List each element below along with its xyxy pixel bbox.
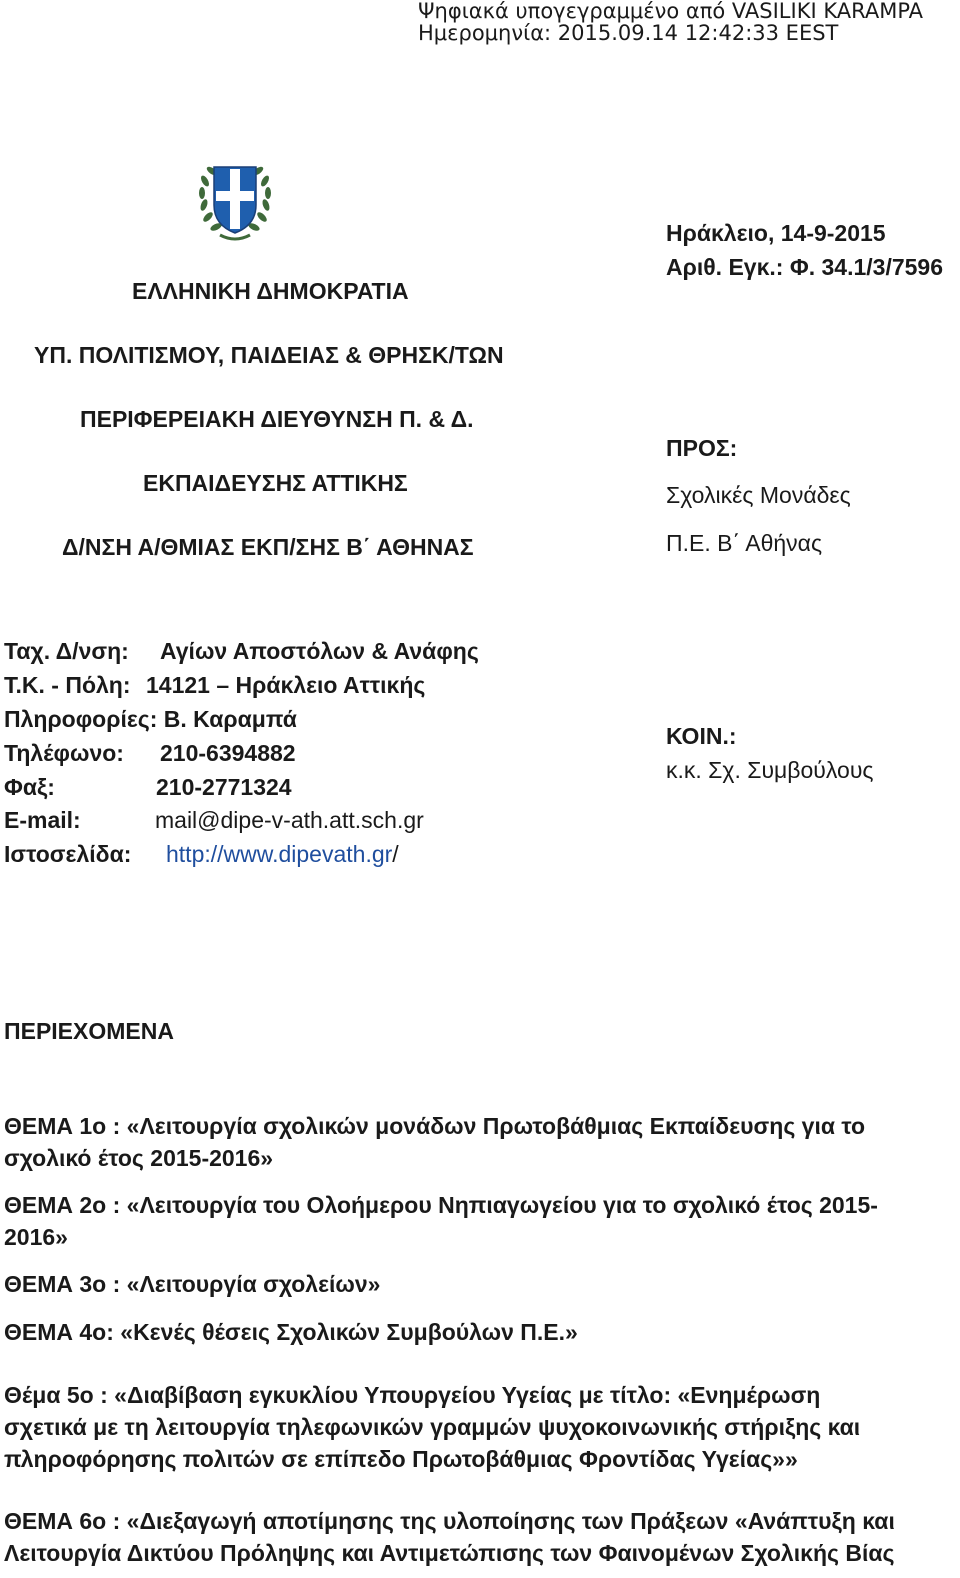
email-label: E-mail: [4,807,81,833]
website-suffix: / [392,841,399,867]
city-value: 14121 – Ηράκλειο Αττικής [146,672,426,698]
place-date: Ηράκλειο, 14-9-2015 [666,220,886,246]
contents-heading: ΠΕΡΙΕΧΟΜΕΝΑ [4,1018,174,1044]
cc-label: ΚΟΙΝ.: [666,723,737,749]
sender-directorate: Δ/ΝΣΗ Α/ΘΜΙΑΣ ΕΚΠ/ΣΗΣ Β΄ ΑΘΗΝΑΣ [62,534,474,560]
to-label: ΠΡΟΣ: [666,435,738,461]
address-value: Αγίων Αποστόλων & Ανάφης [160,638,479,664]
topic-3: ΘΕΜΑ 3ο : «Λειτουργία σχολείων» [4,1271,381,1297]
topic-6: ΘΕΜΑ 6ο : «Διεξαγωγή αποτίμησης της υλοποίησης των Πράξεων «Ανάπτυξη και Λειτουργία Δικτύου Πρόληψης και Αντιμετώπισης των Φαινομένων Σχολικής Βίας [4,1508,895,1566]
topic-1: ΘΕΜΑ 1ο : «Λειτουργία σχολικών μονάδων Πρωτοβάθμιας Εκπαίδευσης για το σχολικό έτος 2015-2016» [4,1113,866,1171]
protocol-number: Αριθ. Εγκ.: Φ. 34.1/3/7596 [666,254,943,280]
to-recipient-2: Π.Ε. Β΄ Αθήνας [666,530,823,556]
city-label: Τ.Κ. - Πόλη: [4,672,131,698]
sender-ministry: ΥΠ. ΠΟΛΙΤΙΣΜΟΥ, ΠΑΙΔΕΙΑΣ & ΘΡΗΣΚ/ΤΩΝ [34,342,504,368]
website-link[interactable]: http://www.dipevath.gr [166,841,393,867]
phone-value: 210-6394882 [160,740,296,766]
fax-value: 210-2771324 [156,774,292,800]
website-label: Ιστοσελίδα: [4,841,132,867]
email-value: mail@dipe-v-ath.att.sch.gr [155,807,424,833]
sender-region-1: ΠΕΡΙΦΕΡΕΙΑΚΗ ΔΙΕΥΘΥΝΣΗ Π. & Δ. [80,406,474,432]
phone-label: Τηλέφωνο: [4,740,124,766]
topic-4: ΘΕΜΑ 4ο: «Κενές θέσεις Σχολικών Συμβούλων Π.Ε.» [4,1319,578,1345]
signature-line-2: Ημερομηνία: 2015.09.14 12:42:33 EEST [418,21,839,45]
sender-country: ΕΛΛΗΝΙΚΗ ΔΗΜΟΚΡΑΤΙΑ [132,278,409,304]
info-line: Πληροφορίες: Β. Καραμπά [4,706,297,732]
topic-2: ΘΕΜΑ 2ο : «Λειτουργία του Ολοήμερου Νηπιαγωγείου για το σχολικό έτος 2015-2016» [4,1192,878,1250]
address-label: Ταχ. Δ/νση: [4,638,129,664]
fax-label: Φαξ: [4,774,55,800]
cc-recipient: κ.κ. Σχ. Συμβούλους [666,757,874,783]
sender-region-2: ΕΚΠΑΙΔΕΥΣΗΣ ΑΤΤΙΚΗΣ [143,470,408,496]
website-field [166,841,399,868]
topic-5: Θέμα 5ο : «Διαβίβαση εγκυκλίου Υπουργείου Υγείας με τίτλο: «Ενημέρωση σχετικά με τη λειτουργία τηλεφωνικών γραμμών ψυχοκοινωνικής στήριξης και πληροφόρησης πολιτών σε επίπεδο Πρωτοβάθμιας Φροντίδας Υγείας»» [4,1382,861,1472]
to-recipient-1: Σχολικές Μονάδες [666,482,851,508]
greek-coat-of-arms-emblem [190,155,280,245]
signature-line-1: Ψηφιακά υπογεγραμμένο από VASILIKI KARAMPA [418,0,924,23]
